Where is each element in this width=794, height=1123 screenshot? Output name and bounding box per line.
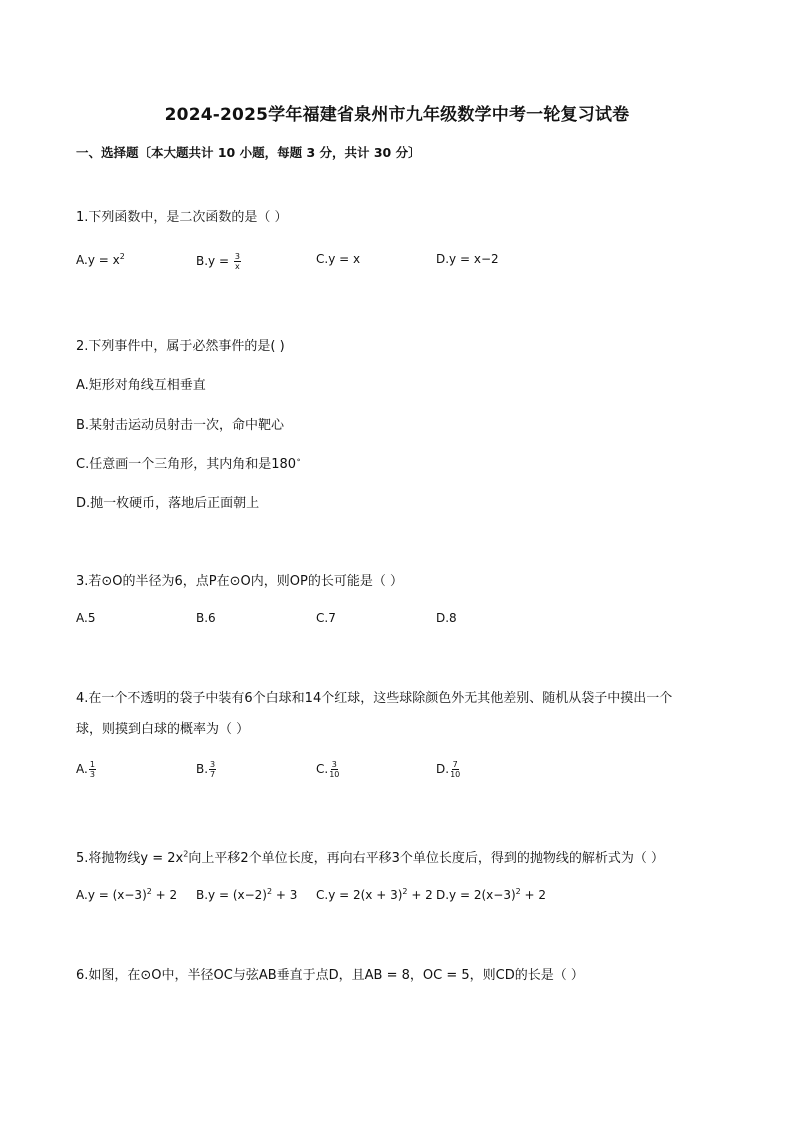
section-heading: 一、选择题〔本大题共计 10 小题，每题 3 分，共计 30 分〕 [76, 145, 421, 160]
question-3-option-c[interactable]: C.7 [316, 611, 336, 625]
fraction: $\frac{3}{x}$ [234, 252, 240, 271]
question-4-option-c[interactable]: C. $\frac{3}{10}$ [316, 760, 340, 779]
question-1-option-b[interactable]: B.y = $\frac{3}{x}$ [196, 252, 240, 271]
question-5-options [76, 887, 716, 909]
question-4-stem-line-1: 4.在一个不透明的袋子中装有6个白球和14个红球，这些球除颜色外无其他差别、随机从袋子中摸出一个 [76, 691, 673, 706]
question-2-option-c[interactable]: C.任意画一个三角形，其内角和是180∘ [76, 455, 302, 472]
question-4-option-b[interactable]: B. $\frac{3}{7}$ [196, 760, 216, 779]
question-1-option-d[interactable]: D.y = x−2 [436, 252, 499, 266]
question-2-option-a[interactable]: A.矩形对角线互相垂直 [76, 378, 206, 393]
question-1-option-a[interactable]: $A.y = x^2$ [76, 252, 125, 267]
question-5-option-c[interactable]: $C.y = 2(x + 3)^2 + 2$ [316, 887, 433, 902]
question-1-options [76, 252, 716, 274]
question-3-stem: 3.若⊙O的半径为6，点P在⊙O内，则OP的长可能是（ ） [76, 574, 403, 589]
question-2-option-b[interactable]: B.某射击运动员射击一次，命中靶心 [76, 418, 285, 433]
fraction: $\frac{1}{3}$ [89, 760, 95, 779]
question-2-option-d[interactable]: D.抛一枚硬币，落地后正面朝上 [76, 496, 260, 511]
question-2-stem: 2.下列事件中，属于必然事件的是( ) [76, 339, 285, 354]
fraction: $\frac{3}{10}$ [329, 760, 340, 779]
question-3-option-d[interactable]: D.8 [436, 611, 457, 625]
question-4-option-a[interactable]: A. $\frac{1}{3}$ [76, 760, 95, 779]
question-4-stem-line-2: 球，则摸到白球的概率为（ ） [76, 722, 250, 737]
question-5-stem: 5.将抛物线$y = 2x^2$向上平移2个单位长度，再向右平移3个单位长度后，得到的抛物线的解析式为（ ） [76, 849, 664, 866]
question-5-option-a[interactable]: $A.y = (x-3)^2 + 2$ [76, 887, 178, 902]
question-3-option-b[interactable]: B.6 [196, 611, 216, 625]
question-5-option-b[interactable]: $B.y = (x-2)^2 + 3$ [196, 887, 298, 902]
fraction: $\frac{7}{10}$ [450, 760, 461, 779]
question-1-stem: 1.下列函数中，是二次函数的是（ ） [76, 210, 288, 225]
question-4-options [76, 760, 716, 782]
question-4-option-d[interactable]: D. $\frac{7}{10}$ [436, 760, 461, 779]
question-3-options [76, 611, 716, 633]
page-title: 2024-2025学年福建省泉州市九年级数学中考一轮复习试卷 [164, 105, 630, 125]
question-3-option-a[interactable]: A.5 [76, 611, 96, 625]
fraction: $\frac{3}{7}$ [210, 760, 216, 779]
question-5-option-d[interactable]: $D.y = 2(x-3)^2 + 2$ [436, 887, 547, 902]
question-6-stem: 6.如图，在⊙O中，半径OC与弦AB垂直于点D，且AB = 8，OC = 5，则CD的长是（ ） [76, 968, 584, 983]
question-1-option-c[interactable]: C.y = x [316, 252, 361, 266]
